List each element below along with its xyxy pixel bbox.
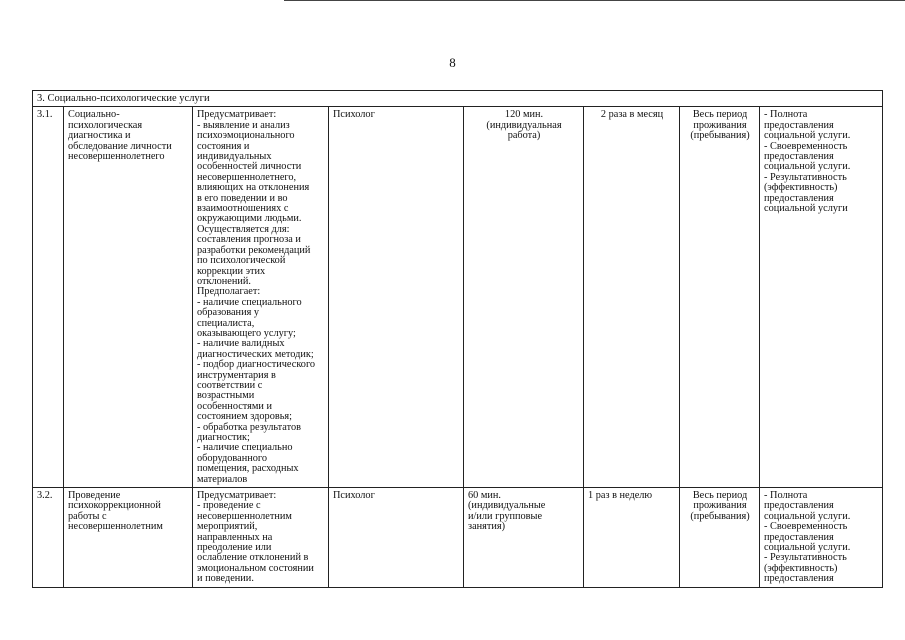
- service-name: Социально- психологическая диагностика и обследование личности несовершеннолетнего: [64, 107, 193, 488]
- top-rule: [284, 0, 905, 1]
- criteria: - Полнота предоставления социальной услуги. - Своевременность предоставления социальной услуги. - Результативность (эффективность) предоставления: [760, 488, 883, 588]
- section-title: 3. Социально-психологические услуги: [33, 91, 883, 107]
- services-table: [32, 90, 883, 588]
- specialist: Психолог: [329, 488, 464, 588]
- service-content: Предусматривает: - выявление и анализ психоэмоционального состояния и индивидуальных особенностей личности несовершеннолетнего, влияющих на отклонения в его поведении и во взаимоотношениях с окружающими людьми. Осуществляется для: составления прогноза и разработки рекомендаций по психологической коррекции этих отклонений. Предполагает: - наличие специального образования у специалиста, оказывающего услугу; - наличие валидных диагностических методик; - подбор диагностического инструментария в соответствии с возрастными особенностями и состоянием здоровья; - обработка результатов диагностик; - наличие специально оборудованного помещения, расходных материалов: [193, 107, 329, 488]
- period: Весь период проживания (пребывания): [680, 488, 760, 588]
- page-number: 8: [449, 55, 456, 70]
- service-content: Предусматривает: - проведение с несовершеннолетним мероприятий, направленных на преодоление или ослабление отклонений в эмоциональном состоянии и поведении.: [193, 488, 329, 588]
- row-number: 3.2.: [33, 488, 64, 588]
- specialist: Психолог: [329, 107, 464, 488]
- duration: 120 мин. (индивидуальная работа): [464, 107, 584, 488]
- criteria: - Полнота предоставления социальной услуги. - Своевременность предоставления социальной услуги. - Результативность (эффективность) предоставления социальной услуги: [760, 107, 883, 488]
- table-row: [33, 107, 883, 488]
- section-header-row: [33, 91, 883, 107]
- frequency: 1 раз в неделю: [584, 488, 680, 588]
- service-name: Проведение психокоррекционной работы с несовершеннолетним: [64, 488, 193, 588]
- frequency: 2 раза в месяц: [584, 107, 680, 488]
- duration: 60 мин. (индивидуальные и/или групповые занятия): [464, 488, 584, 588]
- row-number: 3.1.: [33, 107, 64, 488]
- period: Весь период проживания (пребывания): [680, 107, 760, 488]
- table-row: [33, 488, 883, 588]
